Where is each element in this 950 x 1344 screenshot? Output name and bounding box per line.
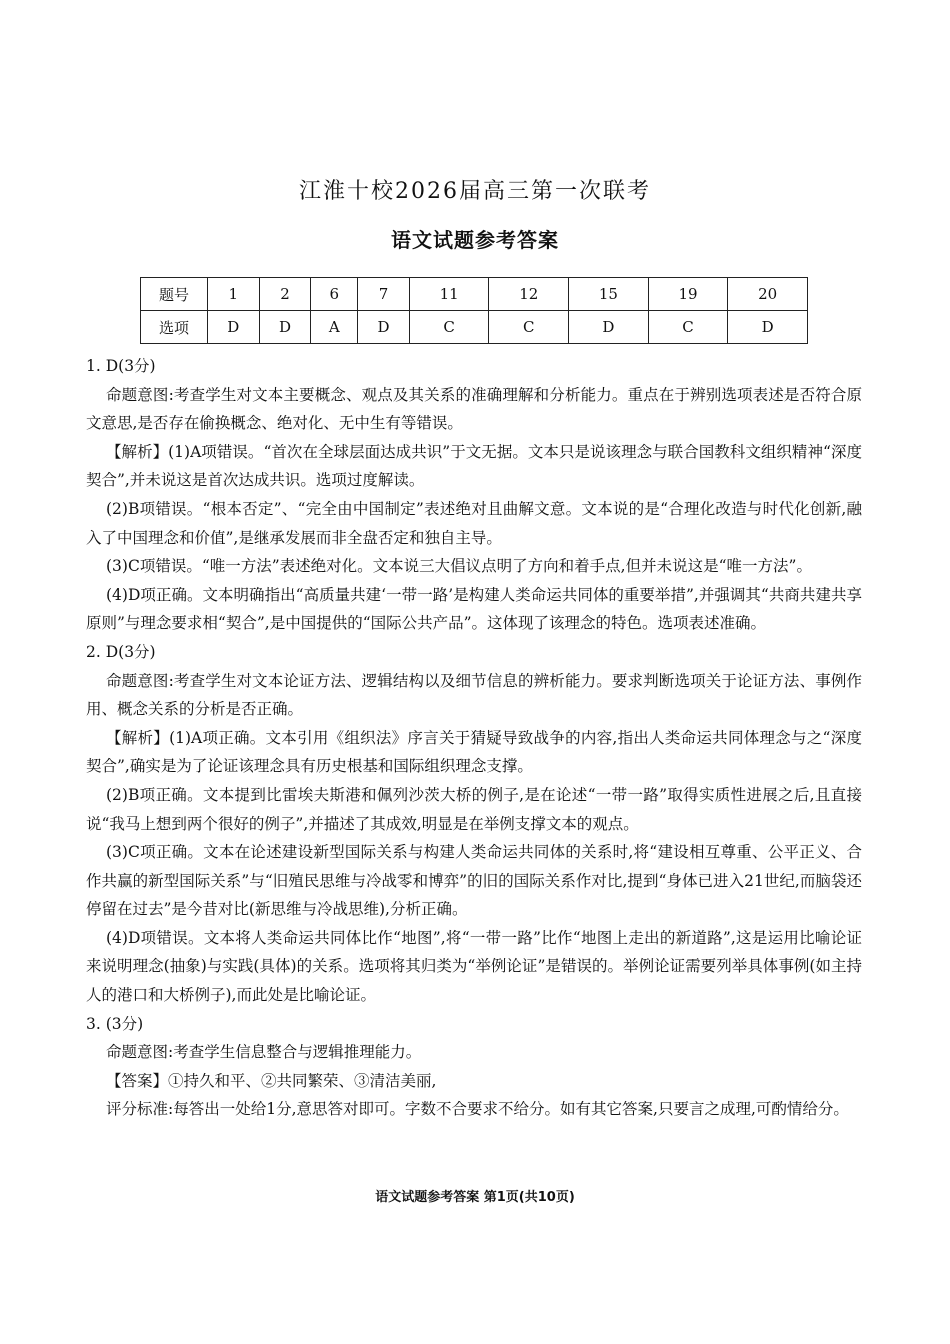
question-intent: 命题意图:考查学生信息整合与逻辑推理能力。 — [106, 1043, 422, 1062]
question-number: 12 — [489, 278, 569, 311]
question-number: 15 — [569, 278, 649, 311]
page-footer: 语文试题参考答案 第1页(共10页) — [375, 1190, 575, 1205]
answer-option: C — [489, 311, 569, 344]
exam-title: 江淮十校2026届高三第一次联考 — [299, 179, 651, 204]
answer-option: D — [569, 311, 649, 344]
answer-option: A — [311, 311, 358, 344]
question-heading: 2. D(3分) — [86, 642, 156, 661]
answer-option: D — [358, 311, 410, 344]
table-row-label: 选项 — [141, 311, 208, 344]
analysis-paragraph: (2)B项错误。“根本否定”、“完全由中国制定”表述绝对且曲解文意。文本说的是“合理化改造与时代化创新,融入了中国理念和价值”,是继承发展而非全盘否定和独自主导。 — [86, 499, 862, 547]
answer-option: D — [208, 311, 260, 344]
question-number: 7 — [358, 278, 410, 311]
table-row-label: 题号 — [141, 278, 208, 311]
question-heading: 1. D(3分) — [86, 357, 156, 375]
analysis-paragraph: 【解析】(1)A项错误。“首次在全球层面达成共识”于文无据。文本只是说该理念与联合国教科文组织精神“深度契合”,并未说这是首次达成共识。选项过度解读。 — [86, 442, 862, 490]
analysis-paragraph: (2)B项正确。文本提到比雷埃夫斯港和佩列沙茨大桥的例子,是在论述“一带一路”取得实质性进展之后,且直接说“我马上想到两个很好的例子”,并描述了其成效,明显是在举例支撑文本的观点。 — [86, 785, 862, 833]
question-number: 2 — [259, 278, 311, 311]
analysis-paragraph: (4)D项正确。文本明确指出“高质量共建‘一带一路’是构建人类命运共同体的重要举措”,并强调其“共商共建共享原则”与理念要求相“契合”,是中国提供的“国际公共产品”。这体现了该理念的特色。选项表述准确。 — [86, 585, 862, 633]
question-number: 19 — [648, 278, 728, 311]
question-number: 20 — [728, 278, 808, 311]
answer-table-number-row — [141, 278, 808, 311]
question-number: 1 — [208, 278, 260, 311]
document-subtitle: 语文试题参考答案 — [391, 228, 559, 252]
answer-explanations — [86, 352, 862, 1124]
answer-table-option-row — [141, 311, 808, 344]
analysis-paragraph: (3)C项正确。文本在论述建设新型国际关系与构建人类命运共同体的关系时,将“建设相互尊重、公平正义、合作共赢的新型国际关系”与“旧殖民思维与冷战零和博弈”的旧的国际关系作对比,提到“身体已进入21世纪,而脑袋还停留在过去”是今昔对比(新思维与冷战思维),分析正确。 — [86, 843, 862, 919]
answer-option: D — [728, 311, 808, 344]
scoring-criteria: 评分标准:每答出一处给1分,意思答对即可。字数不合要求不给分。如有其它答案,只要言之成理,可酌情给分。 — [106, 1100, 849, 1119]
analysis-paragraph: (4)D项错误。文本将人类命运共同体比作“地图”,将“一带一路”比作“地图上走出的新道路”,这是运用比喻论证来说明理念(抽象)与实践(具体)的关系。选项将其归类为“举例论证”是错误的。举例论证需要列举具体事例(如主持人的港口和大桥例子),而此处是比喻论证。 — [86, 928, 862, 1005]
analysis-paragraph: 【解析】(1)A项正确。文本引用《组织法》序言关于猜疑导致战争的内容,指出人类命运共同体理念与之“深度契合”,确实是为了论证该理念具有历史根基和国际组织理念支撑。 — [86, 728, 862, 776]
question-intent: 命题意图:考查学生对文本主要概念、观点及其关系的准确理解和分析能力。重点在于辨别选项表述是否符合原文意思,是否存在偷换概念、绝对化、无中生有等错误。 — [86, 385, 862, 433]
question-heading: 3. (3分) — [86, 1014, 144, 1033]
answer-option: D — [259, 311, 311, 344]
question-number: 6 — [311, 278, 358, 311]
answer-option: C — [648, 311, 728, 344]
answer-paragraph: 【答案】①持久和平、②共同繁荣、③清洁美丽, — [106, 1071, 437, 1090]
answer-option: C — [409, 311, 489, 344]
answer-table — [140, 277, 808, 344]
question-intent: 命题意图:考查学生对文本论证方法、逻辑结构以及细节信息的辨析能力。要求判断选项关于论证方法、事例作用、概念关系的分析是否正确。 — [86, 671, 862, 719]
analysis-paragraph: (3)C项错误。“唯一方法”表述绝对化。文本说三大倡议点明了方向和着手点,但并未说这是“唯一方法”。 — [106, 557, 812, 576]
question-number: 11 — [409, 278, 489, 311]
